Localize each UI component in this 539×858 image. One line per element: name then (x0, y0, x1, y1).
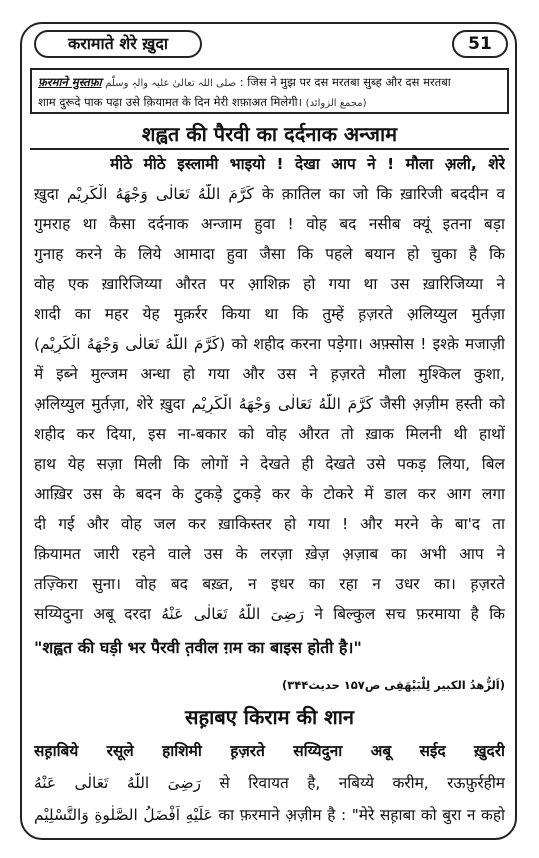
paragraph-line: गुमराह था कैसा दर्दनाक अन्जाम हुवा ! वोह बद नसीब क्यूं इतना बड़ा (34, 215, 505, 233)
paragraph-line: ख़ुदा كَرَّمَ اللّٰهُ تَعَالٰی وَجْهَهُ الْكَرِيْم के क़ातिल का जो कि ख़ारिजी बददीन व (34, 185, 505, 203)
hadith-salutation: صلی اللہ تعالیٰ علیہ والہٖ وسلّم (105, 78, 237, 89)
paragraph-line: (كَرَّمَ اللّٰهُ تَعَالٰی وَجْهَهُ الْكَرِيْم) को शहीद करना पड़ेगा। अफ़्सोस ! इश्क़े मजाज़ी (34, 335, 505, 353)
quote-line: "शह्वत की घड़ी भर पैरवी त़वील ग़म का बाइस होती है।" (34, 638, 362, 657)
paragraph-line: अ़लिय्युल मुर्तज़ा, शेरे ख़ुदा كَرَّمَ اللّٰهُ تَعَالٰی وَجْهَهُ الْكَرِيْم जैसी अ़ज़ीम हस्ती को (34, 395, 505, 413)
paragraph-line: शहीद कर दिया, इस ना-बकार को वोह औरत तो ख़ाक मिलनी थी हाथों (34, 425, 505, 443)
book-title: करामाते शेरे ख़ुदा (34, 30, 202, 58)
hadith-label: फ़रमाने मुस्तफ़ा (38, 75, 102, 89)
paragraph-line: में इब्ने मुल्जम अन्धा हो गया और उस ने ह़ज़रते मौला मुश्किल कुशा, (34, 365, 505, 383)
hadith-text-2: शाम दुरूदे पाक पढ़ा उसे क़ियामत के दिन मेरी शफ़ाअत मिलेगी। (38, 95, 302, 109)
paragraph-line: वोह एक ख़ारिजिय्या औरत पर आ़शिक़ हो गया था उस ख़ारिजिय्या ने (34, 275, 505, 293)
paragraph-line: हाथ येह सज़ा मिली कि लोगों ने देखते ही देखते उसे पकड़ लिया, बिल (34, 455, 505, 473)
paragraph-line: सह़ाबिये रसूले हाशिमी ह़ज़रते सय्यिदुना अबू सईद ख़ुदरी (34, 742, 505, 760)
hadith-box (30, 68, 509, 114)
hadith-source: (مجمع الزوائد) (305, 98, 367, 109)
hadith-line-1 (38, 73, 501, 93)
paragraph-line: शादी का महर येह मुक़र्रर किया था कि तुम्हें ह़ज़रते अ़लिय्युल मुर्तज़ा (34, 305, 505, 323)
paragraph-line: दी गई और वोह जल कर ख़ाकिस्तर हो गया ! और मरने के बा'द ता (34, 515, 505, 533)
paragraph-line: गुनाह करने के लिये आमादा हुवा जैसा कि पहले बयान हो चुका है कि (34, 245, 505, 263)
paragraph-line: क़ियामत जारी रहने वाले उस के लरज़ा ख़ेज़ अ़ज़ाब का अभी आप ने (34, 545, 505, 563)
paragraph-line: رَضِیَ اللّٰهُ تَعَالٰی عَنْهُ से रिवायत है, नबिय्ये करीम, रऊफ़ुर्रहीम (34, 774, 505, 792)
paragraph-line: मीठे मीठे इस्लामी भाइयो ! देखा आप ने ! मौला अ़ली, शेरे (110, 155, 505, 173)
paragraph-line: عَلَیْهِ اَفْضَلُ الصَّلٰوةِ وَالتَّسْلِیْم का फ़रमाने अ़ज़ीम है : "मेरे सह़ाबा को बुरा न कहो (34, 806, 505, 824)
paragraph-line: तज़्किरा सुना। वोह बद बख़्त, न इधर का रहा न उधर का। ह़ज़रते (34, 575, 505, 593)
hadith-line-2 (38, 93, 501, 113)
paragraph-line: आख़िर उस के बदन के टुकड़े टुकड़े कर के टोकरे में डाल कर आग लगा (34, 485, 505, 503)
paragraph-line: सय्यिदुना अबू दरदा رَضِیَ اللّٰهُ تَعَالٰی عَنْهُ ने बिल्कुल सच फ़रमाया है कि (34, 605, 505, 623)
page-number: 51 (452, 30, 508, 58)
hadith-text-1: : जिस ने मुझ पर दस मरतबा सुब्ह और दस मरतबा (239, 75, 451, 89)
section-heading-1: शह्वत की पैरवी का दर्दनाक अन्जाम (30, 120, 509, 150)
section-heading-2: सह़ाबए किराम की शान (185, 705, 354, 729)
reference-citation: (اَلزُّھدُ الکبیر لِلْبَیْھَقِی ص۱۵۷ حدیث۳۴۴) (282, 678, 505, 692)
